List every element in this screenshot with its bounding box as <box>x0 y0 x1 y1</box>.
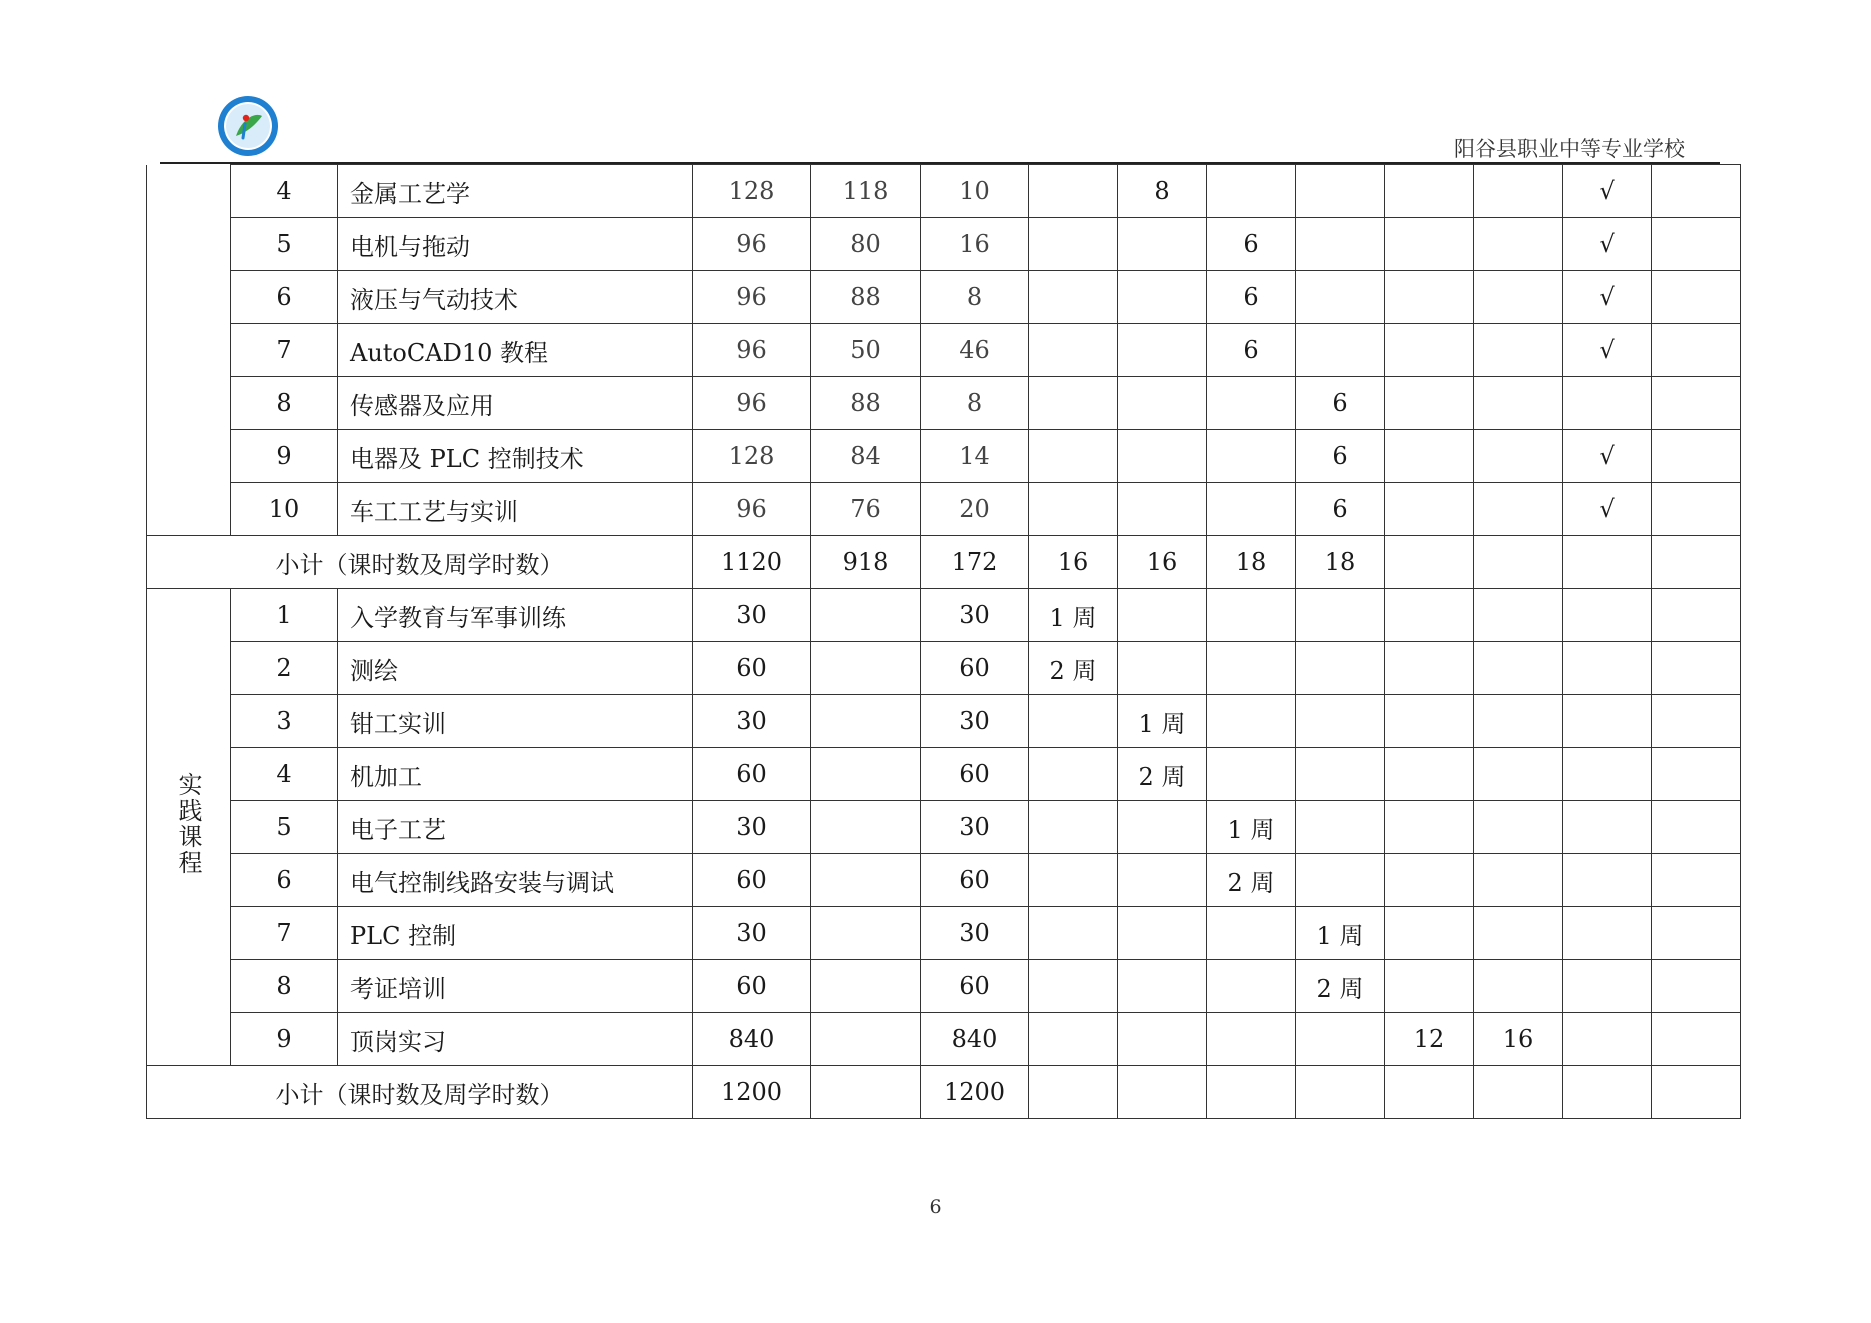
cell-check <box>1652 960 1741 1013</box>
cell-total: 30 <box>693 801 811 854</box>
cell-total: 96 <box>693 324 811 377</box>
cell-theory: 50 <box>811 324 921 377</box>
table-row <box>147 960 1741 1013</box>
course-name: 电气控制线路安装与调试 <box>338 854 693 907</box>
cell-s2: 2 周 <box>1118 748 1207 801</box>
cell-check <box>1652 642 1741 695</box>
cell-practice: 840 <box>921 1013 1029 1066</box>
cell-total: 30 <box>693 907 811 960</box>
cell-theory: 118 <box>811 165 921 218</box>
cell-s5 <box>1385 483 1474 536</box>
subtotal-label: 小计（课时数及周学时数） <box>147 1066 693 1119</box>
cell-practice: 60 <box>921 960 1029 1013</box>
subtotal-check <box>1652 1066 1741 1119</box>
cell-check <box>1652 695 1741 748</box>
cell-s6 <box>1474 483 1563 536</box>
cell-s2 <box>1118 960 1207 1013</box>
cell-s2 <box>1118 854 1207 907</box>
cell-s4 <box>1296 218 1385 271</box>
course-number: 9 <box>231 1013 338 1066</box>
course-name: 电器及 PLC 控制技术 <box>338 430 693 483</box>
subtotal-theory <box>811 1066 921 1119</box>
cell-s1 <box>1029 218 1118 271</box>
cell-s2 <box>1118 1013 1207 1066</box>
cell-check <box>1652 589 1741 642</box>
cell-s1: 2 周 <box>1029 642 1118 695</box>
course-number: 6 <box>231 854 338 907</box>
cell-s2: 1 周 <box>1118 695 1207 748</box>
cell-practice: 20 <box>921 483 1029 536</box>
cell-s2 <box>1118 218 1207 271</box>
cell-s5 <box>1385 377 1474 430</box>
practice-course-rows <box>147 589 1741 1119</box>
cell-s1: 1 周 <box>1029 589 1118 642</box>
cell-practice: 8 <box>921 377 1029 430</box>
cell-s6 <box>1474 695 1563 748</box>
cell-exam: √ <box>1563 483 1652 536</box>
cell-s1 <box>1029 377 1118 430</box>
course-number: 8 <box>231 960 338 1013</box>
subtotal-theory: 918 <box>811 536 921 589</box>
course-number: 5 <box>231 801 338 854</box>
cell-practice: 30 <box>921 801 1029 854</box>
cell-s1 <box>1029 907 1118 960</box>
subtotal-s5 <box>1385 536 1474 589</box>
cell-exam <box>1563 589 1652 642</box>
cell-s1 <box>1029 1013 1118 1066</box>
cell-s6 <box>1474 165 1563 218</box>
table-row <box>147 642 1741 695</box>
cell-theory <box>811 854 921 907</box>
cell-s1 <box>1029 695 1118 748</box>
cell-exam: √ <box>1563 165 1652 218</box>
cell-practice: 16 <box>921 218 1029 271</box>
category-cell-continued <box>147 430 231 483</box>
cell-check <box>1652 324 1741 377</box>
cell-total: 128 <box>693 430 811 483</box>
course-name: 传感器及应用 <box>338 377 693 430</box>
cell-s3: 6 <box>1207 271 1296 324</box>
cell-s5 <box>1385 218 1474 271</box>
cell-s4: 2 周 <box>1296 960 1385 1013</box>
cell-s4 <box>1296 1013 1385 1066</box>
cell-practice: 60 <box>921 854 1029 907</box>
subtotal-total: 1200 <box>693 1066 811 1119</box>
cell-s1 <box>1029 960 1118 1013</box>
category-cell-continued <box>147 324 231 377</box>
cell-check <box>1652 377 1741 430</box>
cell-theory <box>811 907 921 960</box>
cell-s2 <box>1118 642 1207 695</box>
cell-s6: 16 <box>1474 1013 1563 1066</box>
category-label: 实践课程 <box>174 772 202 876</box>
category-cell-continued <box>147 218 231 271</box>
cell-check <box>1652 907 1741 960</box>
cell-s3 <box>1207 642 1296 695</box>
course-name: 液压与气动技术 <box>338 271 693 324</box>
course-name: 入学教育与军事训练 <box>338 589 693 642</box>
cell-theory: 80 <box>811 218 921 271</box>
cell-s6 <box>1474 960 1563 1013</box>
subtotal-label: 小计（课时数及周学时数） <box>147 536 693 589</box>
cell-theory <box>811 589 921 642</box>
table-row <box>147 218 1741 271</box>
cell-total: 96 <box>693 483 811 536</box>
subtotal-s6 <box>1474 1066 1563 1119</box>
cell-s2 <box>1118 430 1207 483</box>
cell-exam <box>1563 854 1652 907</box>
cell-s6 <box>1474 430 1563 483</box>
cell-s2: 8 <box>1118 165 1207 218</box>
subtotal-exam <box>1563 536 1652 589</box>
subtotal-practice: 172 <box>921 536 1029 589</box>
course-number: 7 <box>231 907 338 960</box>
cell-s2 <box>1118 589 1207 642</box>
table-row <box>147 801 1741 854</box>
cell-s5 <box>1385 165 1474 218</box>
course-name: 测绘 <box>338 642 693 695</box>
table-row <box>147 165 1741 218</box>
cell-s6 <box>1474 642 1563 695</box>
course-name: AutoCAD10 教程 <box>338 324 693 377</box>
cell-s4 <box>1296 589 1385 642</box>
table-row <box>147 907 1741 960</box>
professional-course-rows <box>147 165 1741 589</box>
cell-s6 <box>1474 377 1563 430</box>
cell-s3: 2 周 <box>1207 854 1296 907</box>
cell-s3 <box>1207 589 1296 642</box>
cell-exam <box>1563 1013 1652 1066</box>
subtotal-s1 <box>1029 1066 1118 1119</box>
table-row <box>147 271 1741 324</box>
subtotal-check <box>1652 536 1741 589</box>
course-number: 7 <box>231 324 338 377</box>
cell-exam: √ <box>1563 324 1652 377</box>
category-cell-continued <box>147 377 231 430</box>
cell-s3 <box>1207 960 1296 1013</box>
cell-s5 <box>1385 801 1474 854</box>
category-cell-continued <box>147 271 231 324</box>
cell-exam: √ <box>1563 271 1652 324</box>
cell-s4 <box>1296 271 1385 324</box>
cell-check <box>1652 271 1741 324</box>
cell-s1 <box>1029 854 1118 907</box>
table-row <box>147 430 1741 483</box>
subtotal-s2 <box>1118 1066 1207 1119</box>
subtotal-s4 <box>1296 1066 1385 1119</box>
course-name: 金属工艺学 <box>338 165 693 218</box>
cell-s6 <box>1474 271 1563 324</box>
cell-total: 60 <box>693 642 811 695</box>
cell-s2 <box>1118 377 1207 430</box>
cell-total: 96 <box>693 271 811 324</box>
cell-s5 <box>1385 430 1474 483</box>
cell-exam <box>1563 907 1652 960</box>
cell-s5 <box>1385 642 1474 695</box>
cell-s5 <box>1385 324 1474 377</box>
cell-practice: 14 <box>921 430 1029 483</box>
cell-theory <box>811 1013 921 1066</box>
cell-s4 <box>1296 695 1385 748</box>
cell-s1 <box>1029 483 1118 536</box>
table-row <box>147 483 1741 536</box>
cell-practice: 60 <box>921 748 1029 801</box>
cell-total: 60 <box>693 748 811 801</box>
course-number: 1 <box>231 589 338 642</box>
cell-s3 <box>1207 907 1296 960</box>
cell-practice: 60 <box>921 642 1029 695</box>
cell-s3 <box>1207 748 1296 801</box>
cell-s1 <box>1029 165 1118 218</box>
cell-s6 <box>1474 218 1563 271</box>
cell-s1 <box>1029 430 1118 483</box>
cell-practice: 46 <box>921 324 1029 377</box>
cell-s3 <box>1207 1013 1296 1066</box>
cell-s4 <box>1296 801 1385 854</box>
cell-check <box>1652 748 1741 801</box>
cell-s6 <box>1474 748 1563 801</box>
cell-s1 <box>1029 271 1118 324</box>
course-number: 3 <box>231 695 338 748</box>
cell-s5 <box>1385 907 1474 960</box>
subtotal-row <box>147 1066 1741 1119</box>
cell-check <box>1652 430 1741 483</box>
table-row <box>147 854 1741 907</box>
cell-theory: 76 <box>811 483 921 536</box>
cell-s4 <box>1296 642 1385 695</box>
cell-s2 <box>1118 907 1207 960</box>
course-number: 5 <box>231 218 338 271</box>
cell-total: 840 <box>693 1013 811 1066</box>
cell-total: 60 <box>693 854 811 907</box>
subtotal-s2: 16 <box>1118 536 1207 589</box>
cell-s5 <box>1385 589 1474 642</box>
cell-check <box>1652 801 1741 854</box>
subtotal-s1: 16 <box>1029 536 1118 589</box>
cell-practice: 30 <box>921 695 1029 748</box>
subtotal-s5 <box>1385 1066 1474 1119</box>
school-emblem-icon <box>216 94 280 158</box>
cell-s3: 6 <box>1207 324 1296 377</box>
cell-s6 <box>1474 854 1563 907</box>
cell-s2 <box>1118 324 1207 377</box>
cell-s3 <box>1207 695 1296 748</box>
cell-s3 <box>1207 165 1296 218</box>
category-cell-continued <box>147 165 231 218</box>
cell-practice: 10 <box>921 165 1029 218</box>
cell-s5 <box>1385 960 1474 1013</box>
cell-check <box>1652 165 1741 218</box>
cell-s6 <box>1474 907 1563 960</box>
cell-total: 96 <box>693 218 811 271</box>
course-number: 6 <box>231 271 338 324</box>
cell-s2 <box>1118 271 1207 324</box>
cell-s4 <box>1296 324 1385 377</box>
cell-exam <box>1563 377 1652 430</box>
cell-practice: 8 <box>921 271 1029 324</box>
course-name: 考证培训 <box>338 960 693 1013</box>
cell-theory: 88 <box>811 271 921 324</box>
cell-exam: √ <box>1563 430 1652 483</box>
cell-s5 <box>1385 271 1474 324</box>
cell-theory <box>811 642 921 695</box>
subtotal-s6 <box>1474 536 1563 589</box>
cell-s3 <box>1207 377 1296 430</box>
cell-s4 <box>1296 854 1385 907</box>
cell-s3 <box>1207 483 1296 536</box>
subtotal-practice: 1200 <box>921 1066 1029 1119</box>
table-row <box>147 1013 1741 1066</box>
cell-total: 30 <box>693 695 811 748</box>
cell-s3: 1 周 <box>1207 801 1296 854</box>
cell-exam <box>1563 960 1652 1013</box>
cell-s1 <box>1029 748 1118 801</box>
cell-s5 <box>1385 854 1474 907</box>
cell-s4: 6 <box>1296 430 1385 483</box>
course-name: 电机与拖动 <box>338 218 693 271</box>
course-name: PLC 控制 <box>338 907 693 960</box>
cell-exam: √ <box>1563 218 1652 271</box>
cell-s5: 12 <box>1385 1013 1474 1066</box>
course-name: 顶岗实习 <box>338 1013 693 1066</box>
course-name: 车工工艺与实训 <box>338 483 693 536</box>
cell-total: 128 <box>693 165 811 218</box>
cell-s2 <box>1118 483 1207 536</box>
subtotal-s3: 18 <box>1207 536 1296 589</box>
cell-s4: 1 周 <box>1296 907 1385 960</box>
cell-s1 <box>1029 324 1118 377</box>
course-number: 9 <box>231 430 338 483</box>
table-row <box>147 377 1741 430</box>
cell-theory: 88 <box>811 377 921 430</box>
category-cell <box>147 589 231 1066</box>
cell-s5 <box>1385 748 1474 801</box>
table-row <box>147 695 1741 748</box>
subtotal-s4: 18 <box>1296 536 1385 589</box>
cell-total: 30 <box>693 589 811 642</box>
cell-s6 <box>1474 589 1563 642</box>
cell-s6 <box>1474 324 1563 377</box>
cell-exam <box>1563 642 1652 695</box>
cell-check <box>1652 483 1741 536</box>
cell-theory <box>811 695 921 748</box>
curriculum-table <box>146 164 1741 1119</box>
course-number: 4 <box>231 165 338 218</box>
cell-s4: 6 <box>1296 483 1385 536</box>
category-cell-continued <box>147 483 231 536</box>
table-row <box>147 589 1741 642</box>
course-number: 10 <box>231 483 338 536</box>
school-name: 阳谷县职业中等专业学校 <box>1454 137 1685 161</box>
cell-practice: 30 <box>921 907 1029 960</box>
course-number: 2 <box>231 642 338 695</box>
course-name: 钳工实训 <box>338 695 693 748</box>
cell-s3 <box>1207 430 1296 483</box>
cell-practice: 30 <box>921 589 1029 642</box>
cell-theory: 84 <box>811 430 921 483</box>
cell-exam <box>1563 748 1652 801</box>
course-number: 8 <box>231 377 338 430</box>
course-number: 4 <box>231 748 338 801</box>
subtotal-exam <box>1563 1066 1652 1119</box>
page-number: 6 <box>929 1196 942 1218</box>
cell-theory <box>811 960 921 1013</box>
cell-exam <box>1563 695 1652 748</box>
subtotal-row <box>147 536 1741 589</box>
cell-s5 <box>1385 695 1474 748</box>
subtotal-total: 1120 <box>693 536 811 589</box>
cell-s1 <box>1029 801 1118 854</box>
cell-check <box>1652 218 1741 271</box>
cell-theory <box>811 748 921 801</box>
cell-s4 <box>1296 165 1385 218</box>
table-row <box>147 748 1741 801</box>
course-name: 机加工 <box>338 748 693 801</box>
subtotal-s3 <box>1207 1066 1296 1119</box>
table-row <box>147 324 1741 377</box>
cell-exam <box>1563 801 1652 854</box>
cell-total: 96 <box>693 377 811 430</box>
cell-s4 <box>1296 748 1385 801</box>
cell-s3: 6 <box>1207 218 1296 271</box>
cell-s2 <box>1118 801 1207 854</box>
cell-check <box>1652 1013 1741 1066</box>
course-name: 电子工艺 <box>338 801 693 854</box>
cell-total: 60 <box>693 960 811 1013</box>
cell-check <box>1652 854 1741 907</box>
cell-s6 <box>1474 801 1563 854</box>
cell-s4: 6 <box>1296 377 1385 430</box>
cell-theory <box>811 801 921 854</box>
